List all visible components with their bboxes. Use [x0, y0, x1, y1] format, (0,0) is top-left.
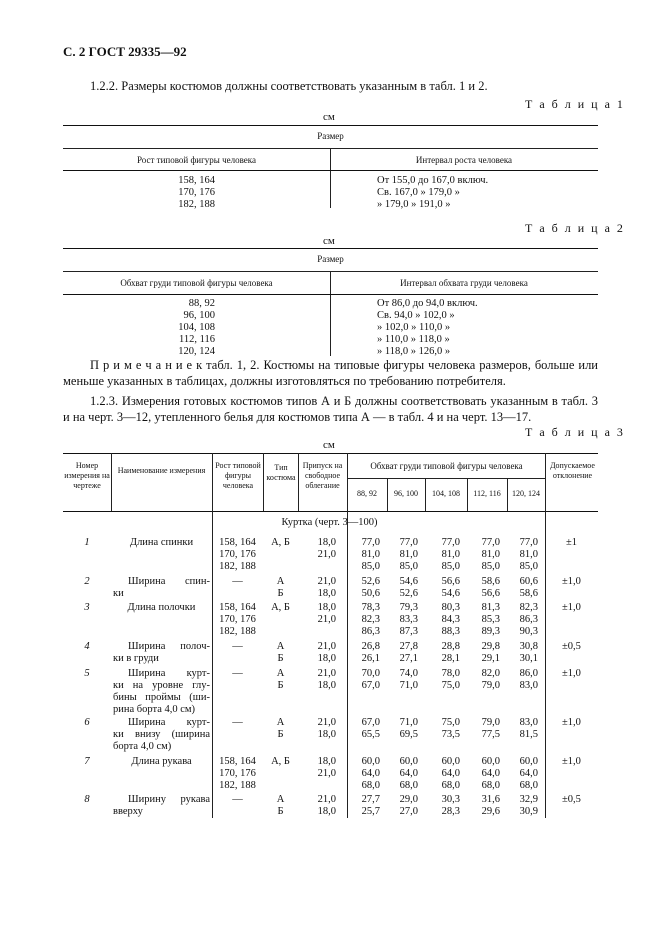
table-cell: От 86,0 до 94,0 включ. [377, 298, 478, 309]
table1-col2-header: Интервал роста человека [415, 155, 513, 165]
table-cell: 30,1 [519, 653, 538, 664]
suit-type: А, Б [271, 756, 290, 767]
table-cell: 30,8 [519, 641, 538, 652]
table3-header-deviation: Допускаемое отклонение [550, 461, 595, 480]
table-cell: » 102,0 » 110,0 » [377, 322, 451, 333]
chest-size-header: 120, 124 [512, 489, 540, 498]
table-cell: 77,0 [519, 537, 538, 548]
table1-header-rule [63, 170, 598, 171]
table-cell: 79,0 [481, 717, 500, 728]
table-cell: 68,0 [441, 780, 460, 791]
table-cell: » 179,0 » 191,0 » [377, 199, 451, 210]
table-cell: 83,0 [519, 680, 538, 691]
table-cell: 26,1 [361, 653, 380, 664]
figure-height: 170, 176 [219, 614, 256, 625]
table3-header-height: Рост типовой фигуры человека [215, 461, 261, 490]
suit-type: А [276, 576, 285, 587]
figure-height: 158, 164 [219, 537, 256, 548]
table-cell: 64,0 [361, 768, 380, 779]
table-cell: 26,8 [361, 641, 380, 652]
measurement-name: ки внизу (ширина [113, 729, 210, 740]
table-cell: 85,3 [481, 614, 500, 625]
note: П р и м е ч а н и е к табл. 1, 2. Костюмы на типовые фигуры человека размеров, больше или меньше указанных в таблицах, должны изготовляться по требованию потребителя. [63, 358, 598, 388]
suit-type: А [276, 794, 285, 805]
table-cell: 73,5 [441, 729, 460, 740]
table-cell: 29,6 [481, 806, 500, 817]
table-cell: 78,3 [361, 602, 380, 613]
table-cell: 68,0 [361, 780, 380, 791]
measurement-name: ки на уровне глу- [113, 680, 210, 691]
table-cell: 68,0 [519, 780, 538, 791]
table-cell: 60,0 [361, 756, 380, 767]
table-cell: 32,9 [519, 794, 538, 805]
table1-group-header: Размер [317, 131, 344, 141]
table-cell: 75,0 [441, 680, 460, 691]
table2-header-rule [63, 294, 598, 295]
measurement-name: ки [113, 588, 124, 599]
measurement-name: Ширина курт- [128, 717, 210, 728]
allowance: 21,0 [317, 794, 336, 805]
suit-type: А, Б [271, 602, 290, 613]
table-cell: 88,3 [441, 626, 460, 637]
table-cell: 82,3 [361, 614, 380, 625]
table-cell: 60,0 [519, 756, 538, 767]
allowance: 18,0 [317, 680, 336, 691]
table2-caption: Т а б л и ц а 2 [525, 221, 625, 235]
suit-type: Б [277, 806, 284, 817]
measurement-number: 6 [84, 717, 90, 728]
suit-type: Б [277, 729, 284, 740]
deviation: ±1,0 [562, 602, 581, 613]
table-cell: » 110,0 » 118,0 » [377, 334, 450, 345]
table-cell: 58,6 [481, 576, 500, 587]
chest-size-header: 88, 92 [357, 489, 377, 498]
table-cell: 52,6 [399, 588, 418, 599]
table-cell: 28,8 [441, 641, 460, 652]
table1-unit: см [323, 111, 335, 123]
table-cell: 31,6 [481, 794, 500, 805]
table-cell: 84,3 [441, 614, 460, 625]
chest-size-header: 104, 108 [432, 489, 460, 498]
suit-type: Б [277, 653, 284, 664]
table-cell: 50,6 [361, 588, 380, 599]
measurement-number: 2 [84, 576, 90, 587]
table-cell: 56,6 [481, 588, 500, 599]
allowance: 21,0 [317, 641, 336, 652]
table2-unit: см [323, 235, 335, 247]
table-cell: 28,3 [441, 806, 460, 817]
deviation: ±0,5 [562, 794, 581, 805]
table3-header-type: Тип костюма [266, 463, 296, 482]
table-cell: 77,0 [441, 537, 460, 548]
table1-col1-header: Рост типовой фигуры человека [136, 155, 257, 165]
table-cell: 60,6 [519, 576, 538, 587]
table-cell: 64,0 [519, 768, 538, 779]
table-cell: 87,3 [399, 626, 418, 637]
measurement-number: 3 [84, 602, 90, 613]
table-cell: 68,0 [399, 780, 418, 791]
allowance: 18,0 [317, 588, 336, 599]
measurement-name: ки в груди [113, 653, 159, 664]
measurement-name: Ширина полоч- [128, 641, 210, 652]
table-cell: 85,0 [519, 561, 538, 572]
table-cell: 83,3 [399, 614, 418, 625]
table3-header-num: Номер измерения на чертеже [64, 461, 110, 490]
table-cell: 82,3 [519, 602, 538, 613]
table2-top-rule [63, 248, 598, 249]
allowance: 18,0 [317, 602, 336, 613]
measurement-name: борта 4,0 см) [113, 741, 172, 752]
table-cell: 89,3 [481, 626, 500, 637]
allowance: 18,0 [317, 653, 336, 664]
table-cell: 120, 124 [178, 346, 215, 357]
table-cell: 29,1 [481, 653, 500, 664]
allowance: 21,0 [317, 768, 336, 779]
table-cell: 25,7 [361, 806, 380, 817]
paragraph-1-2-2: 1.2.2. Размеры костюмов должны соответствовать указанным в табл. 1 и 2. [90, 79, 488, 93]
table-cell: 60,0 [441, 756, 460, 767]
table1-top-rule [63, 125, 598, 126]
table-cell: 85,0 [361, 561, 380, 572]
measurement-number: 7 [84, 756, 90, 767]
measurement-name: Ширину рукава [128, 794, 210, 805]
table-cell: 182, 188 [178, 199, 215, 210]
measurement-number: 5 [84, 668, 90, 679]
table-cell: 90,3 [519, 626, 538, 637]
paragraph-1-2-3: 1.2.3. Измерения готовых костюмов типов А и Б должны соответствовать указанным в табл. 3 и на черт. 3—12, утепленного белья для костюмов типа А — в табл. 4 и на черт. 13—17. [63, 394, 598, 424]
table-cell: 78,0 [441, 668, 460, 679]
deviation: ±1,0 [562, 756, 581, 767]
suit-type: Б [277, 588, 284, 599]
figure-height: — [232, 794, 243, 805]
allowance: 21,0 [317, 549, 336, 560]
figure-height: 158, 164 [219, 756, 256, 767]
measurement-name: бины проймы (ши- [113, 692, 210, 703]
measurement-name: Длина рукава [131, 756, 192, 767]
table2-col1-header: Обхват груди типовой фигуры человека [120, 278, 273, 288]
table3-section-title: Куртка (черт. 3—100) [281, 517, 378, 528]
measurement-number: 8 [84, 794, 90, 805]
table-cell: 85,0 [399, 561, 418, 572]
table2-group-header: Размер [317, 254, 344, 264]
allowance: 18,0 [317, 537, 336, 548]
allowance: 18,0 [317, 729, 336, 740]
chest-size-header: 96, 100 [394, 489, 418, 498]
table-cell: 88, 92 [188, 298, 215, 309]
figure-height: — [232, 641, 243, 652]
suit-type: Б [277, 680, 284, 691]
table-cell: 86,3 [361, 626, 380, 637]
table-cell: 29,0 [399, 794, 418, 805]
table-cell: 81,5 [519, 729, 538, 740]
table3-top-rule [63, 453, 598, 454]
table2-col2-header: Интервал обхвата груди человека [400, 278, 528, 288]
figure-height: 182, 188 [219, 780, 256, 791]
table-cell: 56,6 [441, 576, 460, 587]
table-cell: 83,0 [519, 717, 538, 728]
allowance: 18,0 [317, 756, 336, 767]
table-cell: 28,1 [441, 653, 460, 664]
allowance: 21,0 [317, 717, 336, 728]
table-cell: От 155,0 до 167,0 включ. [377, 175, 489, 186]
table-cell: Св. 94,0 » 102,0 » [377, 310, 455, 321]
measurement-name: Длина спинки [129, 537, 194, 548]
table-cell: 71,0 [399, 680, 418, 691]
table-cell: 85,0 [441, 561, 460, 572]
figure-height: — [232, 576, 243, 587]
figure-height: 170, 176 [219, 549, 256, 560]
table3-header-allowance: Припуск на свободное облегание [302, 461, 343, 490]
table3-vline [111, 453, 112, 511]
measurement-name: рина борта 4,0 см) [113, 704, 196, 715]
measurement-number: 4 [84, 641, 90, 652]
table-cell: 85,0 [481, 561, 500, 572]
table-cell: 86,0 [519, 668, 538, 679]
figure-height: — [232, 668, 243, 679]
allowance: 18,0 [317, 806, 336, 817]
table-cell: 82,0 [481, 668, 500, 679]
table-cell: 60,0 [481, 756, 500, 767]
table-cell: 112, 116 [179, 334, 215, 345]
table-cell: 67,0 [361, 717, 380, 728]
table-cell: 70,0 [361, 668, 380, 679]
table3-chest-rule [347, 478, 545, 479]
table-cell: 81,0 [399, 549, 418, 560]
table3-header-name: Наименование измерения [117, 466, 206, 475]
allowance: 21,0 [317, 614, 336, 625]
table-cell: 27,1 [399, 653, 418, 664]
table-cell: 96, 100 [183, 310, 215, 321]
table-cell: 81,0 [519, 549, 538, 560]
deviation: ±1 [565, 537, 577, 548]
table1-caption: Т а б л и ц а 1 [525, 97, 625, 111]
table-cell: 158, 164 [178, 175, 215, 186]
table-cell: Св. 167,0 » 179,0 » [377, 187, 460, 198]
figure-height: — [232, 717, 243, 728]
table-cell: 27,0 [399, 806, 418, 817]
table-cell: 52,6 [361, 576, 380, 587]
deviation: ±1,0 [562, 576, 581, 587]
figure-height: 158, 164 [219, 602, 256, 613]
suit-type: А [276, 641, 285, 652]
measurement-number: 1 [84, 537, 90, 548]
table3-header-chest: Обхват груди типовой фигуры человека [370, 461, 523, 471]
table-cell: 64,0 [481, 768, 500, 779]
measurement-name: Длина полочки [127, 602, 196, 613]
table-cell: 81,0 [361, 549, 380, 560]
table-cell: 86,3 [519, 614, 538, 625]
deviation: ±1,0 [562, 668, 581, 679]
table-cell: 64,0 [399, 768, 418, 779]
figure-height: 170, 176 [219, 768, 256, 779]
table-cell: » 118,0 » 126,0 » [377, 346, 451, 357]
table-cell: 74,0 [399, 668, 418, 679]
figure-height: 182, 188 [219, 561, 256, 572]
table-cell: 69,5 [399, 729, 418, 740]
table-cell: 170, 176 [178, 187, 215, 198]
table-cell: 77,0 [361, 537, 380, 548]
allowance: 21,0 [317, 576, 336, 587]
table-cell: 65,5 [361, 729, 380, 740]
table-cell: 54,6 [399, 576, 418, 587]
table-cell: 67,0 [361, 680, 380, 691]
table-cell: 81,3 [481, 602, 500, 613]
table3-caption: Т а б л и ц а 3 [525, 425, 625, 439]
table-cell: 77,0 [481, 537, 500, 548]
table-cell: 64,0 [441, 768, 460, 779]
chest-size-header: 112, 116 [473, 489, 501, 498]
table-cell: 29,8 [481, 641, 500, 652]
table-cell: 75,0 [441, 717, 460, 728]
page-header: С. 2 ГОСТ 29335—92 [63, 44, 187, 59]
table-cell: 71,0 [399, 717, 418, 728]
deviation: ±0,5 [562, 641, 581, 652]
suit-type: А [276, 717, 285, 728]
table-cell: 104, 108 [178, 322, 215, 333]
table-cell: 81,0 [481, 549, 500, 560]
table-cell: 54,6 [441, 588, 460, 599]
measurement-name: вверху [113, 806, 143, 817]
suit-type: А, Б [271, 537, 290, 548]
table-cell: 27,7 [361, 794, 380, 805]
table-cell: 81,0 [441, 549, 460, 560]
table-cell: 77,5 [481, 729, 500, 740]
measurement-name: Ширина спин- [128, 576, 210, 587]
table-cell: 30,9 [519, 806, 538, 817]
table-cell: 79,3 [399, 602, 418, 613]
suit-type: А [276, 668, 285, 679]
table3-unit: см [323, 439, 335, 451]
table-cell: 30,3 [441, 794, 460, 805]
table-cell: 68,0 [481, 780, 500, 791]
table-cell: 80,3 [441, 602, 460, 613]
table3-header-rule [63, 511, 598, 512]
allowance: 21,0 [317, 668, 336, 679]
figure-height: 182, 188 [219, 626, 256, 637]
deviation: ±1,0 [562, 717, 581, 728]
measurement-name: Ширина курт- [128, 668, 210, 679]
table-cell: 60,0 [399, 756, 418, 767]
table-cell: 77,0 [399, 537, 418, 548]
table-cell: 58,6 [519, 588, 538, 599]
table-cell: 79,0 [481, 680, 500, 691]
table-cell: 27,8 [399, 641, 418, 652]
